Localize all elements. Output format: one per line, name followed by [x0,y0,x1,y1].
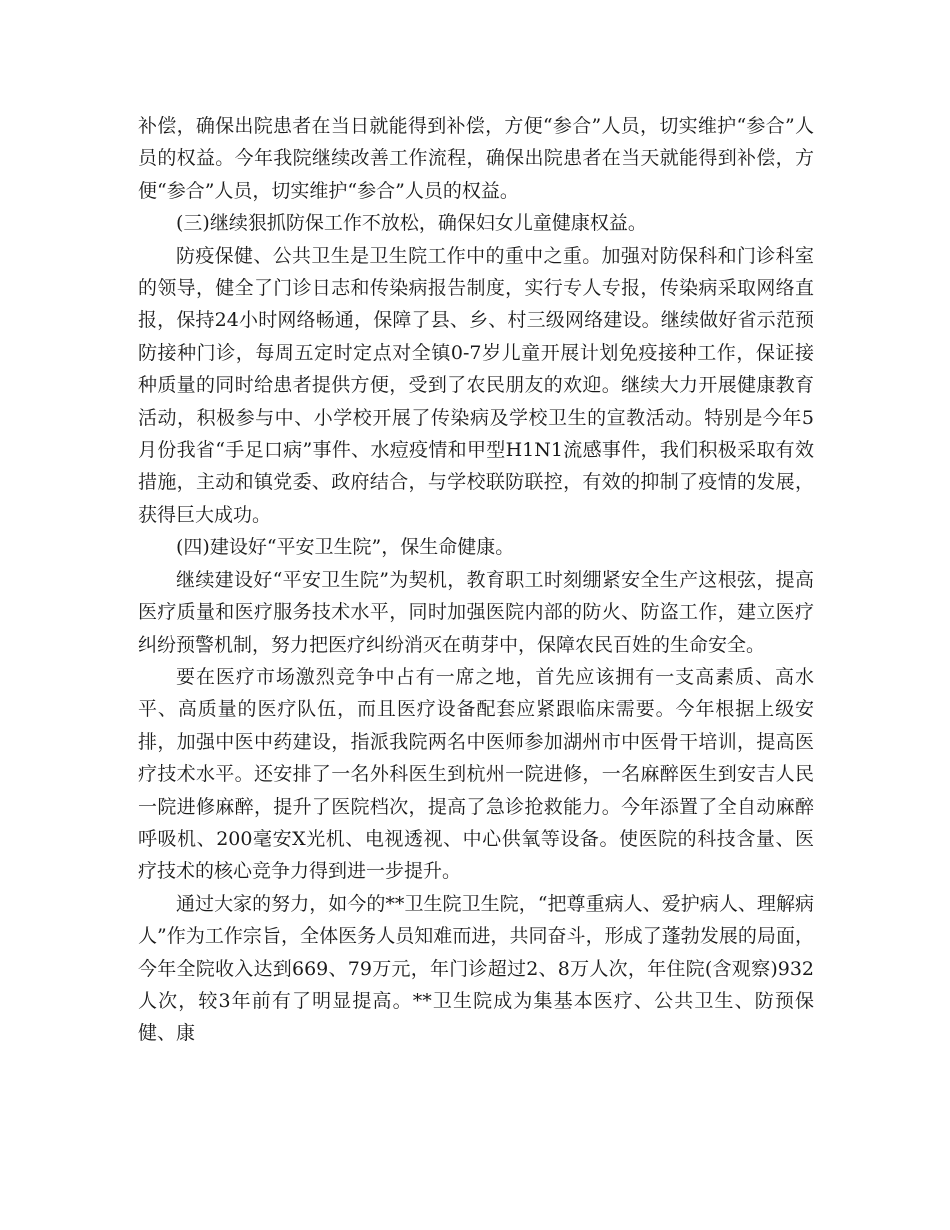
paragraph-achievements: 通过大家的努力，如今的**卫生院卫生院，“把尊重病人、爱护病人、理解病人”作为工作宗旨，全体医务人员知难而进，共同奋斗，形成了蓬勃发展的局面，今年全院收入达到669、79万元，年门诊超过2、8万人次，年住院(含观察)932人次，较3年前有了明显提高。**卫生院成为集基本医疗、公共卫生、防预保健、康 [138,892,814,1045]
heading-section-4: (四)建设好“平安卫生院”，保生命健康。 [176,536,515,559]
paragraph-compensation: 补偿，确保出院患者在当日就能得到补偿，方便“参合”人员，切实维护“参合”人员的权益。今年我院继续改善工作流程，确保出院患者在当天就能得到补偿，方便“参合”人员，切实维护“参合”人员的权益。 [138,115,814,202]
document-body [138,110,814,1050]
heading-section-3: (三)继续狠抓防保工作不放松，确保妇女儿童健康权益。 [176,212,647,235]
paragraph-medical-team: 要在医疗市场激烈竞争中占有一席之地，首先应该拥有一支高素质、高水平、高质量的医疗队伍，而且医疗设备配套应紧跟临床需要。今年根据上级安排，加强中医中药建设，指派我院两名中医师参加湖州市中医骨干培训，提高医疗技术水平。还安排了一名外科医生到杭州一院进修，一名麻醉医生到安吉人民一院进修麻醉，提升了医院档次，提高了急诊抢救能力。今年添置了全自动麻醉呼吸机、200毫安X光机、电视透视、中心供氧等设备。使医院的科技含量、医疗技术的核心竞争力得到进一步提升。 [138,665,814,883]
paragraph-epidemic-prevention: 防疫保健、公共卫生是卫生院工作中的重中之重。加强对防保科和门诊科室的领导，健全了门诊日志和传染病报告制度，实行专人专报，传染病采取网络直报，保持24小时网络畅通，保障了县、乡、村三级网络建设。继续做好省示范预防接种门诊，每周五定时定点对全镇0-7岁儿童开展计划免疫接种工作，保证接种质量的同时给患者提供方便，受到了农民朋友的欢迎。继续大力开展健康教育活动，积极参与中、小学校开展了传染病及学校卫生的宣教活动。特别是今年5月份我省“手足口病”事件、水痘疫情和甲型H1N1流感事件，我们积极采取有效措施，主动和镇党委、政府结合，与学校联防联控，有效的抑制了疫情的发展，获得巨大成功。 [138,244,814,526]
paragraph-safe-hospital: 继续建设好“平安卫生院”为契机，教育职工时刻绷紧安全生产这根弦，提高医疗质量和医疗服务技术水平，同时加强医院内部的防火、防盗工作，建立医疗纠纷预警机制，努力把医疗纠纷消灭在萌芽中，保障农民百姓的生命安全。 [138,568,814,656]
